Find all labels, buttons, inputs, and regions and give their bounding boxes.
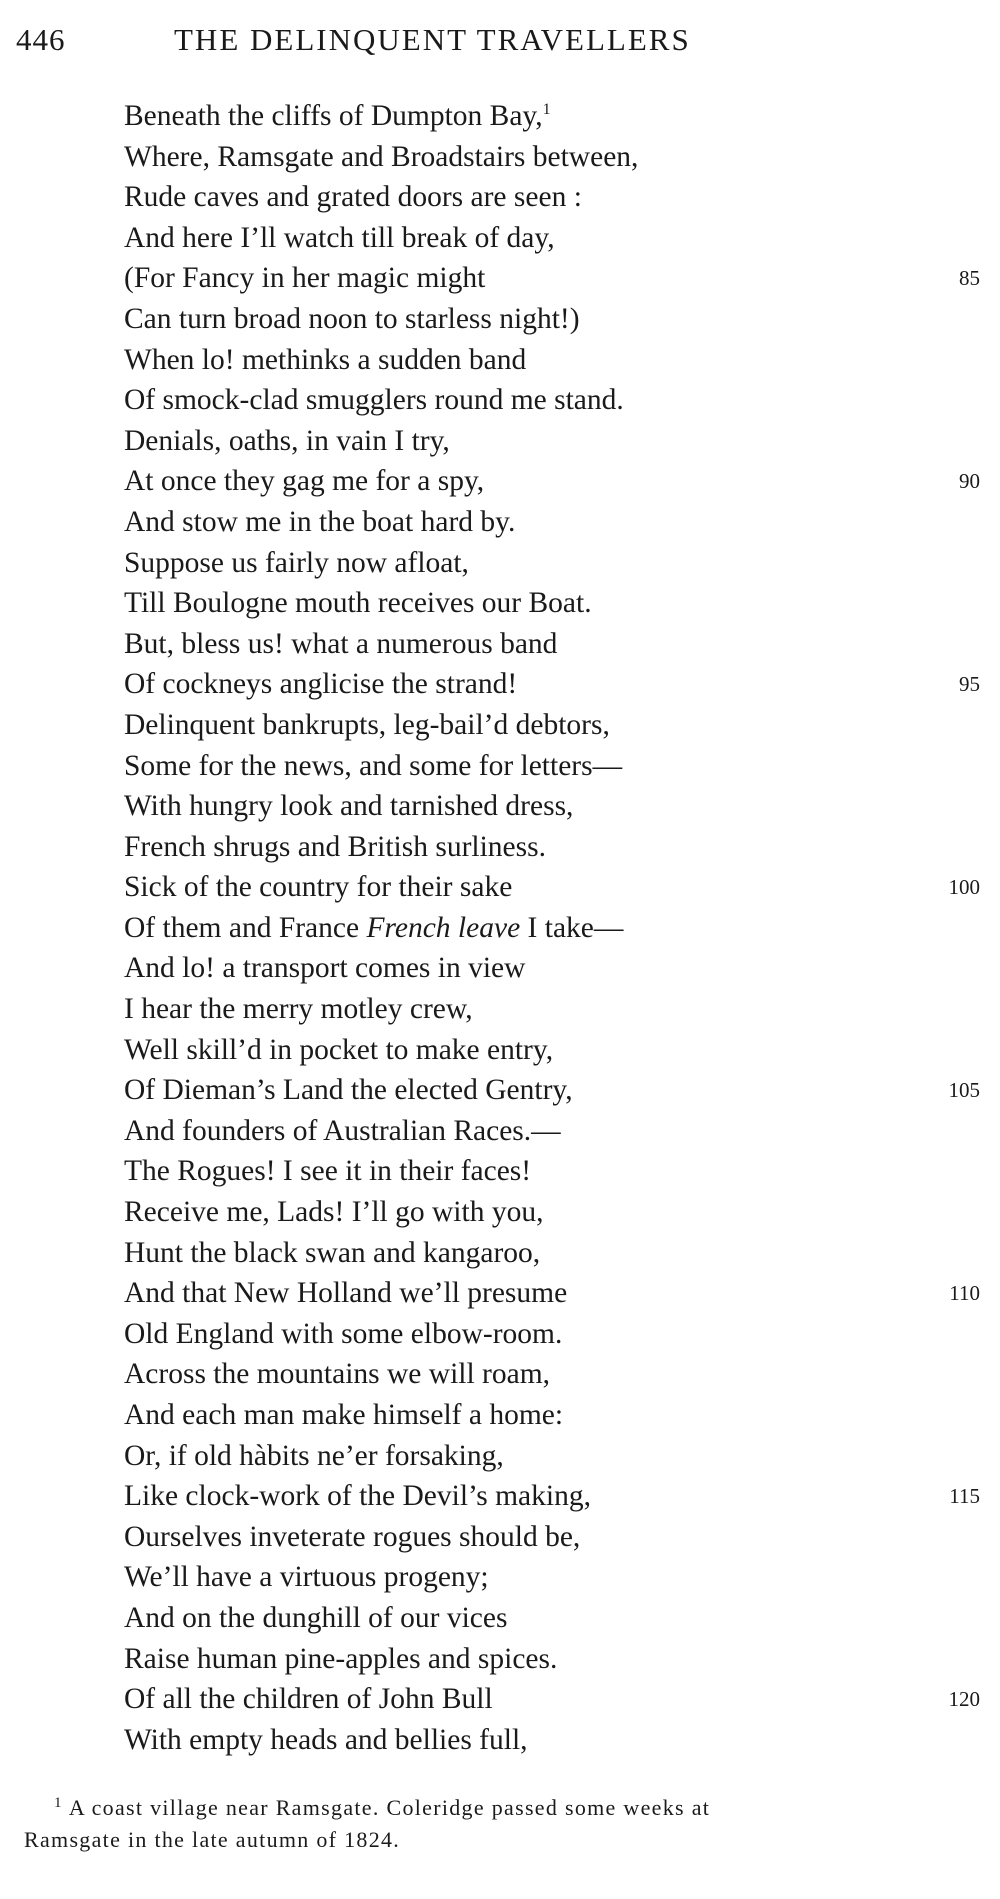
footnote-line-2: Ramsgate in the late autumn of 1824. — [24, 1827, 401, 1852]
poem-line-segment: Hunt the black swan and kangaroo, — [124, 1236, 541, 1269]
poem-line-text — [124, 1233, 540, 1274]
poem-line-text — [124, 786, 573, 827]
poem-line-segment: And each man make himself a home: — [124, 1399, 564, 1431]
poem-line — [0, 1476, 1000, 1517]
poem-line-text — [124, 583, 592, 624]
poem-line-segment: Some for the news, and some for letters— — [124, 749, 623, 782]
poem-line — [0, 948, 1000, 989]
poem-line — [0, 1679, 1000, 1720]
poem-line — [0, 543, 1000, 584]
poem-line-text — [124, 664, 517, 705]
poem-line-segment: With empty heads and bellies full, — [124, 1723, 528, 1756]
line-number: 95 — [959, 672, 980, 697]
poem-line-segment: With hungry look and tarnished dress, — [124, 790, 574, 823]
poem-line-segment: Rude caves and grated doors are seen : — [124, 181, 582, 214]
poem-line-segment: When lo! methinks a sudden band — [124, 343, 527, 376]
line-number: 100 — [948, 875, 980, 900]
poem-line — [0, 1395, 1000, 1436]
poem-line — [0, 989, 1000, 1030]
poem-line-text — [124, 1070, 573, 1111]
poem-line-segment: (For Fancy in her magic might — [124, 262, 486, 295]
poem-line-text — [124, 1314, 562, 1355]
poem-line — [0, 1233, 1000, 1274]
poem-line-segment: Of Dieman’s Land the elected Gentry, — [124, 1074, 573, 1107]
poem-line — [0, 137, 1000, 178]
poem-line-text — [124, 1151, 531, 1192]
poem-line-text — [124, 299, 580, 340]
poem-line-segment: Beneath the cliffs of Dumpton Bay, — [124, 100, 543, 132]
poem-line — [0, 218, 1000, 259]
poem-line-segment: I take— — [520, 911, 624, 944]
poem-line — [0, 664, 1000, 705]
poem-line — [0, 502, 1000, 543]
poem-line-text — [124, 1639, 557, 1680]
poem-line-segment: Can turn broad noon to starless night!) — [124, 302, 580, 335]
poem-body — [0, 96, 1000, 1760]
poem-line — [0, 1436, 1000, 1477]
footnote-text-1: A coast village near Ramsgate. Coleridge passed some weeks at — [68, 1795, 711, 1820]
poem-line-text — [124, 421, 450, 462]
poem-line-segment: We’ll have a virtuous progeny; — [124, 1561, 489, 1594]
poem-line-text — [124, 96, 551, 137]
poem-line-text — [124, 1030, 553, 1071]
poem-line — [0, 1314, 1000, 1355]
poem-line-text — [124, 1517, 580, 1558]
footnote-reference: 1 — [542, 101, 551, 119]
poem-line-segment: Or, if old hàbits ne’er forsaking, — [124, 1439, 504, 1472]
poem-line-text — [124, 867, 512, 908]
poem-line — [0, 1030, 1000, 1071]
poem-line-segment: And here I’ll watch till break of day, — [124, 221, 555, 254]
poem-line-text — [124, 746, 622, 787]
poem-line — [0, 1517, 1000, 1558]
poem-line-segment: At once they gag me for a spy, — [124, 465, 485, 498]
poem-line — [0, 299, 1000, 340]
line-number: 90 — [959, 469, 980, 494]
poem-line-segment: And stow me in the boat hard by. — [124, 505, 516, 538]
poem-line — [0, 1192, 1000, 1233]
poem-line-segment: Old England with some elbow-room. — [124, 1317, 563, 1350]
running-title: THE DELINQUENT TRAVELLERS — [174, 22, 691, 57]
poem-line-text — [124, 258, 485, 299]
poem-line — [0, 624, 1000, 665]
poem-line-segment: Ourselves inveterate rogues should be, — [124, 1520, 581, 1553]
poem-line-text — [124, 177, 582, 218]
poem-line-segment: Delinquent bankrupts, leg-bail’d debtors, — [124, 708, 610, 741]
poem-line — [0, 177, 1000, 218]
poem-line-segment: Till Boulogne mouth receives our Boat. — [124, 587, 592, 620]
poem-line — [0, 786, 1000, 827]
poem-line-text — [124, 908, 623, 949]
poem-line — [0, 258, 1000, 299]
poem-line — [0, 908, 1000, 949]
poem-line-segment: Of them and France — [124, 911, 367, 944]
poem-line-text — [124, 1395, 563, 1436]
poem-line — [0, 746, 1000, 787]
poem-line-segment: Well skill’d in pocket to make entry, — [124, 1033, 554, 1066]
poem-line-text — [124, 502, 515, 543]
poem-line-segment: Of cockneys anglicise the strand! — [124, 668, 518, 701]
poem-line-segment: Of all the children of John Bull — [124, 1683, 493, 1716]
poem-line-text — [124, 1476, 591, 1517]
poem-line — [0, 421, 1000, 462]
poem-line — [0, 380, 1000, 421]
line-number: 85 — [959, 266, 980, 291]
poem-line-text — [124, 827, 546, 868]
poem-line — [0, 461, 1000, 502]
poem-line — [0, 1598, 1000, 1639]
poem-line — [0, 583, 1000, 624]
line-number: 120 — [948, 1687, 980, 1712]
poem-line-segment: And founders of Australian Races.— — [124, 1114, 561, 1147]
poem-line-segment: And on the dunghill of our vices — [124, 1601, 508, 1634]
poem-line-text — [124, 461, 484, 502]
poem-line-segment: Receive me, Lads! I’ll go with you, — [124, 1196, 544, 1229]
footnote — [24, 1792, 982, 1856]
poem-line-italic: French leave — [366, 911, 521, 944]
poem-line-text — [124, 543, 469, 584]
poem-line-segment: Sick of the country for their sake — [124, 871, 513, 904]
poem-line-text — [124, 1436, 504, 1477]
poem-line-text — [124, 1273, 567, 1314]
poem-line — [0, 867, 1000, 908]
poem-line-segment: Like clock-work of the Devil’s making, — [124, 1480, 591, 1513]
running-head — [16, 22, 816, 62]
line-number: 115 — [949, 1484, 980, 1509]
poem-line-text — [124, 989, 473, 1030]
poem-line — [0, 1151, 1000, 1192]
line-number: 110 — [949, 1281, 980, 1306]
poem-line-segment: And lo! a transport comes in view — [124, 952, 526, 985]
poem-line-segment: Suppose us fairly now afloat, — [124, 546, 469, 579]
footnote-marker: 1 — [54, 1794, 63, 1811]
poem-line — [0, 827, 1000, 868]
poem-line-text — [124, 1354, 550, 1395]
poem-line — [0, 705, 1000, 746]
poem-line — [0, 1557, 1000, 1598]
poem-line-text — [124, 218, 555, 259]
poem-line-segment: Of smock-clad smugglers round me stand. — [124, 384, 624, 417]
poem-line-text — [124, 1598, 507, 1639]
poem-line-text — [124, 1192, 543, 1233]
poem-line-segment: Raise human pine-apples and spices. — [124, 1642, 558, 1675]
poem-line-segment: The Rogues! I see it in their faces! — [124, 1155, 532, 1188]
poem-line-segment: Denials, oaths, in vain I try, — [124, 424, 450, 457]
footnote-line-1 — [24, 1792, 982, 1824]
poem-line — [0, 1639, 1000, 1680]
poem-line-text — [124, 1679, 493, 1720]
poem-line-text — [124, 340, 526, 381]
poem-line-text — [124, 948, 525, 989]
poem-line-text — [124, 1111, 561, 1152]
poem-line-text — [124, 1720, 528, 1761]
poem-line-segment: And that New Holland we’ll presume — [124, 1277, 568, 1310]
poem-line-segment: Where, Ramsgate and Broadstairs between, — [124, 140, 639, 173]
poem-line — [0, 96, 1000, 137]
poem-line-text — [124, 380, 624, 421]
poem-line — [0, 1070, 1000, 1111]
poem-line-text — [124, 624, 557, 665]
poem-line-segment: Across the mountains we will roam, — [124, 1358, 551, 1391]
poem-line — [0, 1111, 1000, 1152]
poem-line-text — [124, 137, 638, 178]
poem-line-segment: I hear the merry motley crew, — [124, 993, 473, 1026]
poem-line-text — [124, 705, 610, 746]
poem-line — [0, 1273, 1000, 1314]
poem-line-segment: French shrugs and British surliness. — [124, 830, 546, 863]
line-number: 105 — [948, 1078, 980, 1103]
poem-line — [0, 1720, 1000, 1761]
page-number: 446 — [16, 22, 66, 57]
poem-line — [0, 1354, 1000, 1395]
poem-line-text — [124, 1557, 489, 1598]
poem-line — [0, 340, 1000, 381]
poem-line-segment: But, bless us! what a numerous band — [124, 627, 558, 660]
